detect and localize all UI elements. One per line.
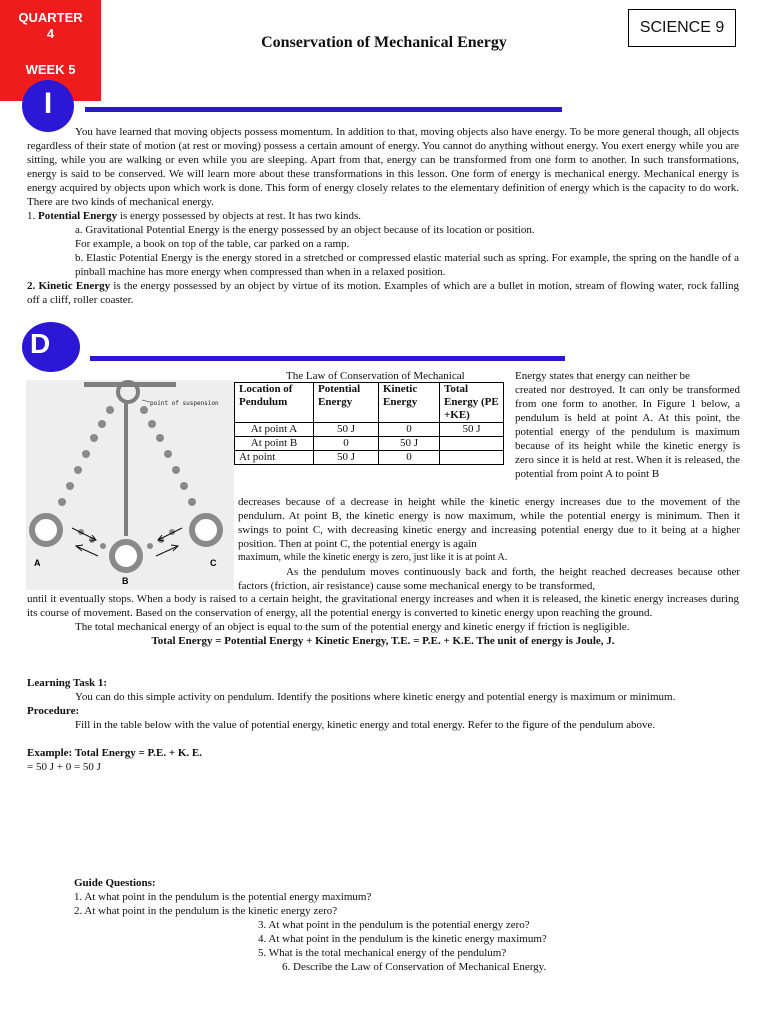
total-energy-line: The total mechanical energy of an object is equal to the sum of the potential energy and kinetic energy if friction is negligible. xyxy=(75,621,630,633)
guide-question: 3. At what point in the pendulum is the potential energy zero? xyxy=(258,919,530,931)
label-c: C xyxy=(210,558,217,568)
quarter-number: 4 xyxy=(46,26,55,41)
epe-item: b. Elastic Potential Energy is the energy stored in a stretched or compressed elastic material such as spring. For example, the spring on the handle of a pinball machine has more energy when compressed than when in a relaxed position. xyxy=(75,252,739,278)
table-header-row xyxy=(235,383,504,423)
week-label: WEEK 5 xyxy=(25,62,76,77)
bob-b xyxy=(112,542,140,570)
law-right-column: created nor destroyed. It can only be transformed from one form to another. In Figure 1 below, a pendulum is held at point A. At this point, the potential energy of the pendulum is maximum because of its height while the kinetic energy is zero since it is held at rest. When it is released, the potential from point A to point B xyxy=(515,384,740,480)
law-left: The Law of Conservation of Mechanical xyxy=(286,370,465,382)
guide-question: 5. What is the total mechanical energy of the pendulum? xyxy=(258,947,507,959)
task-description: You can do this simple activity on pendulum. Identify the positions where kinetic energy and potential energy is maximum or minimum. xyxy=(75,691,676,703)
subject-box: SCIENCE 9 xyxy=(628,9,736,47)
section-i-divider xyxy=(85,107,562,112)
th-location: Location of Pendulum xyxy=(235,383,314,423)
page-title: Conservation of Mechanical Energy xyxy=(261,34,507,51)
bob-a xyxy=(32,516,60,544)
example-heading: Example: Total Energy = P.E. + K. E. xyxy=(27,747,203,759)
intro-paragraph: You have learned that moving objects possess momentum. In addition to that, moving objects also have energy. To be more general though, all objects regardless of their state of motion (at rest or moving) possess a certain amount of energy. You cannot do anything without energy. You exert energy while you are sitting, while you are walking or even while you are sleeping. Apart from that, energy can be transformed from one form to another. In such transformations, energy is said to be conserved. We will learn more about these transformations in this lesson. One form of energy is mechanical energy. Mechanical energy is energy acquired by objects upon which work is done. This form of energy closely relates to the elementary definition of energy which is the capacity to do work. There are two kinds of mechanical energy. xyxy=(27,126,739,208)
pendulum-figure xyxy=(26,380,234,590)
section-d-body xyxy=(27,592,739,648)
pivot-label: point of suspension xyxy=(150,400,219,407)
th-kinetic: Kinetic Energy xyxy=(379,383,440,423)
task-heading: Learning Task 1: xyxy=(27,677,108,689)
section-d-badge: D xyxy=(22,322,80,372)
th-potential: Potential Energy xyxy=(314,383,379,423)
guide-question: 1. At what point in the pendulum is the potential energy maximum? xyxy=(74,891,372,903)
bob-c xyxy=(192,516,220,544)
procedure-text: Fill in the table below with the value of potential energy, kinetic energy and total energy. Refer to the figure of the pendulum above. xyxy=(75,719,656,731)
table-row: At point A 50 J 0 50 J xyxy=(235,423,504,437)
table-row: At point 50 J 0 xyxy=(235,451,504,465)
table-row: At point B 0 50 J xyxy=(235,437,504,451)
section-i-body xyxy=(27,125,739,307)
gpe-example: For example, a book on top of the table, car parked on a ramp. xyxy=(75,238,350,250)
guide-question: 6. Describe the Law of Conservation of Mechanical Energy. xyxy=(282,961,547,973)
guide-questions xyxy=(74,876,734,974)
law-continuation: decreases because of a decrease in height while the kinetic energy increases due to the movement of the pendulum. At point B, the kinetic energy is now maximum, while the potential energy is minimum. Then it swings to point C, with decreasing kinetic energy and increasing potential energy due to it being at a higher position. Then at point C, the potential energy is again maximum, while the kinetic energy is zero, just like it is at point A. As the pendulum moves continuously back and forth, the height reached decreases because other factors (friction, air resistance) cause some mechanical energy to be transformed, xyxy=(238,496,740,592)
th-total: Total Energy (PE +KE) xyxy=(440,383,504,423)
formula-line: Total Energy = Potential Energy + Kinetic Energy, T.E. = P.E. + K.E. The unit of energy is Joule, J. xyxy=(151,635,615,647)
potential-energy-item: 1. Potential Energy is energy possessed by objects at rest. It has two kinds. xyxy=(27,210,362,222)
quarter-label: QUARTER xyxy=(18,10,83,25)
guide-question: 2. At what point in the pendulum is the kinetic energy zero? xyxy=(74,905,338,917)
guide-heading: Guide Questions: xyxy=(74,877,156,889)
learning-task xyxy=(27,676,739,774)
conservation-paragraph: until it eventually stops. When a body is raised to a certain height, the gravitational energy increases and when it is released, the kinetic energy increases during its course of movement. Based on the conservation of energy, all the potential energy is converted to kinetic energy upon reaching the ground. xyxy=(27,593,739,619)
law-right: Energy states that energy can neither be xyxy=(515,370,690,382)
section-d-divider xyxy=(90,356,565,361)
guide-question: 4. At what point in the pendulum is the kinetic energy maximum? xyxy=(258,933,547,945)
label-b: B xyxy=(122,576,129,586)
example-calc: = 50 J + 0 = 50 J xyxy=(27,761,101,773)
label-a: A xyxy=(34,558,41,568)
procedure-heading: Procedure: xyxy=(27,705,80,717)
gpe-item: a. Gravitational Potential Energy is the energy possessed by an object because of its location or position. xyxy=(75,224,535,236)
section-i-badge: I xyxy=(22,80,74,132)
energy-table xyxy=(234,382,504,465)
kinetic-energy-item: 2. Kinetic Energy is the energy possessed by an object by virtue of its motion. Examples of which are a bullet in motion, stream of flowing water, rock falling off a cliff, roller coaster. xyxy=(27,280,739,306)
